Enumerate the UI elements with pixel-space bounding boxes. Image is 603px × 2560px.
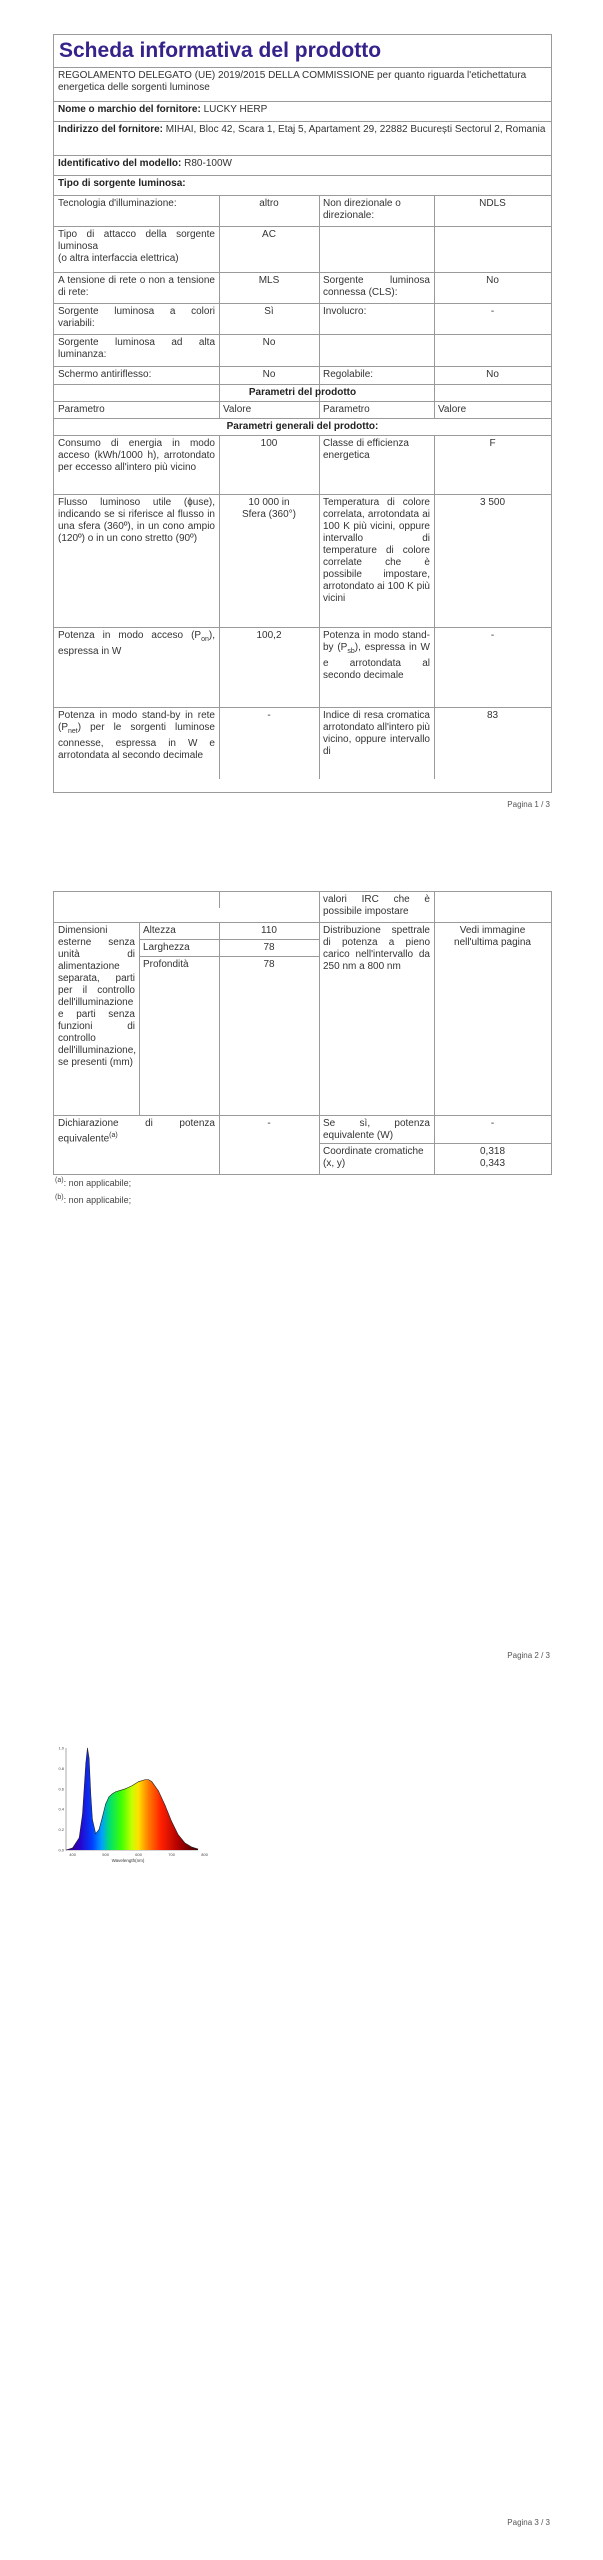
spectrum-point (132, 1785, 133, 1786)
page-number: Pagina 1 / 3 (507, 800, 550, 809)
equivalent-power-label: Dichiarazione di potenza equivalente$^{(a)}$ (58, 1118, 215, 1145)
footnote-a: $^{(a)}$: non applicabile; (55, 1177, 132, 1188)
mains-label: A tensione di rete o non a tensione di rete: (58, 275, 215, 298)
params-header: Parametri del prodotto (248, 387, 357, 398)
page-2 (0, 815, 603, 1685)
spectrum-point (72, 1848, 73, 1849)
page-title: Scheda informativa del prodotto (54, 35, 551, 68)
spectrum-point (82, 1814, 83, 1815)
spectrum-point (152, 1781, 153, 1782)
model-row (54, 156, 551, 176)
y-tick-label: 0.2 (58, 1827, 64, 1833)
cri-value: 83 (486, 710, 499, 721)
address-label: Indirizzo del fornitore: (58, 124, 163, 135)
high-luminance-label: Sorgente luminosa ad alta luminanza: (58, 337, 215, 360)
mains-value: MLS (258, 275, 280, 286)
envelope-label: Involucro: (323, 306, 367, 317)
x-tick-label: 700 (168, 1852, 175, 1857)
dim-depth-value: 78 (263, 959, 275, 970)
x-tick-label: 800 (201, 1852, 208, 1857)
y-tick-label: 1.0 (58, 1745, 64, 1751)
cap-type-value: AC (262, 229, 276, 240)
chromaticity-label: Coordinate cromatiche (x, y) (323, 1146, 424, 1169)
envelope-value: - (490, 306, 495, 317)
directional-label: Non direzionale o direzionale: (323, 198, 401, 221)
dimmable-label: Regolabile: (323, 369, 374, 380)
cls-label: Sorgente luminosa connessa (CLS): (323, 275, 430, 298)
cri-label-continued: valori IRC che è possibile impostare (323, 894, 430, 917)
supplier-row (54, 102, 551, 122)
parameters-grid (54, 196, 551, 779)
cri-label: Indice di resa cromatica arrotondato all'intero più vicino, oppure intervallo di (323, 710, 430, 757)
general-header: Parametri generali del prodotto: (54, 419, 551, 435)
standby-power-label: Potenza in modo stand-by $(P_{sb})$, espressa in W e arrotondata al secondo decimale (323, 630, 430, 681)
yes-equivalent-power-label: Se sì, potenza equivalente (W) (323, 1118, 430, 1141)
x-tick-label: 500 (102, 1852, 109, 1857)
source-type-label: Tipo di sorgente luminosa: (58, 178, 186, 189)
spectrum-point (99, 1829, 100, 1830)
on-mode-power-label: Potenza in modo acceso $(P_{on})$, espressa in W (58, 630, 215, 657)
lighting-technology-label: Tecnologia d'illuminazione: (58, 198, 177, 209)
spectral-distribution-chart (50, 1740, 208, 1865)
spectrum-point (125, 1789, 126, 1790)
high-luminance-value: No (262, 337, 276, 348)
address-value: MIHAI, Bloc 42, Scara 1, Etaj 5, Apartament 29, 22882 București Sectorul 2, Romania (165, 124, 546, 135)
page-1 (0, 0, 603, 815)
y-tick-label: 0.4 (58, 1806, 64, 1812)
spectrum-point (178, 1834, 179, 1835)
dim-height-value: 110 (261, 925, 277, 936)
cls-value: No (486, 275, 499, 286)
efficiency-class-value: F (489, 438, 496, 449)
cap-type-note: (o altra interfaccia elettrica) (58, 253, 179, 264)
energy-consumption-label: Consumo di energia in modo acceso (kWh/1000 h), arrotondato per eccesso all'intero più vicino (58, 438, 215, 473)
efficiency-class-label: Classe di efficienza energetica (323, 438, 409, 461)
chromaticity-value (434, 1144, 551, 1172)
color-tunable-value: Sì (264, 306, 274, 317)
supplier-value: LUCKY HERP (203, 104, 268, 115)
footnote-b: $^{(b)}$: non applicabile; (55, 1194, 132, 1205)
spectrum-point (89, 1758, 90, 1759)
yes-equivalent-power-value: - (490, 1118, 495, 1129)
spectrum-point (198, 1849, 199, 1850)
cap-type-text: Tipo di attacco della sorgente luminosa (58, 229, 215, 252)
y-tick-label: 0.6 (58, 1786, 64, 1792)
x-tick-label: 400 (69, 1852, 76, 1857)
spectrum-point (102, 1817, 103, 1818)
dim-width-value: 78 (263, 942, 275, 953)
spectrum-point (148, 1779, 149, 1780)
spectrum-point (158, 1791, 159, 1792)
on-mode-power-value: 100,2 (256, 630, 282, 641)
y-tick-label: 0.8 (58, 1765, 64, 1771)
product-sheet (53, 34, 552, 793)
luminous-flux-cone: Sfera (360°) (241, 509, 297, 520)
x-tick-label: 600 (135, 1852, 142, 1857)
y-tick-label: 0.0 (58, 1847, 64, 1853)
dimensions-label: Dimensioni esterne senza unità di alimentazione separata, parti per il controllo dell'illuminazione e parti senza funzioni di controllo dell'illuminazione, se presenti (mm) (58, 925, 137, 1068)
spectrum-point (165, 1805, 166, 1806)
spectrum-point (86, 1763, 87, 1764)
color-tunable-label: Sorgente luminosa a colori variabili: (58, 306, 215, 329)
networked-standby-value: - (267, 710, 271, 721)
col-header-value-2: Valore (438, 404, 467, 415)
spectrum-point (109, 1797, 110, 1798)
spectrum-point (105, 1804, 106, 1805)
anti-glare-label: Schermo antiriflesso: (58, 369, 152, 380)
spd-label: Distribuzione spettrale di potenza a pieno carico nell'intervallo da 250 nm a 800 nm (323, 925, 430, 972)
regulation-row (54, 68, 551, 102)
spectrum-point (90, 1794, 91, 1795)
spd-value: Vedi immagine nell'ultima pagina (454, 925, 531, 948)
page-number: Pagina 2 / 3 (507, 1651, 550, 1660)
luminous-flux-amount: 10 000 in (248, 497, 290, 508)
chromaticity-x: 0,318 (479, 1146, 506, 1157)
model-value: R80-100W (184, 158, 232, 169)
cct-label: Temperatura di colore correlata, arrotondata ai 100 K più vicini, oppure intervallo di temperature di colore correlate che è possibile impostare, arrotondato ai 100 K più vicini (323, 497, 430, 604)
page-number: Pagina 3 / 3 (507, 2518, 550, 2527)
dim-width-label: Larghezza (143, 942, 190, 953)
y-ticks (58, 1746, 64, 1853)
spectrum-point (171, 1821, 172, 1822)
spectrum-point (119, 1791, 120, 1792)
chromaticity-y: 0,343 (479, 1158, 506, 1169)
dim-height-label: Altezza (143, 925, 176, 936)
address-row (54, 122, 551, 156)
x-ticks (69, 1852, 208, 1857)
lighting-technology-value: altro (259, 198, 279, 209)
col-header-value-1: Valore (223, 404, 252, 415)
col-header-parameter-2: Parametro (323, 404, 370, 415)
equivalent-power-value: - (267, 1118, 271, 1129)
spectrum-point (66, 1850, 67, 1851)
anti-glare-value: No (262, 369, 276, 380)
model-label: Identificativo del modello: (58, 158, 182, 169)
spectrum-point (138, 1781, 139, 1782)
x-axis-label: Wavelength(nm) (111, 1858, 145, 1863)
spectrum-point (145, 1779, 146, 1780)
spectrum-point (191, 1847, 192, 1848)
cct-value: 3 500 (479, 497, 506, 508)
spectrum-point (79, 1837, 80, 1838)
cap-type-label (54, 227, 219, 267)
product-sheet-continued (53, 891, 552, 1175)
spectrum-point (115, 1792, 116, 1793)
spectrum-point (87, 1748, 88, 1749)
energy-consumption-value: 100 (260, 438, 278, 449)
dimmable-value: No (486, 369, 499, 380)
spectrum-point (112, 1794, 113, 1795)
page-3 (0, 1685, 603, 2560)
dim-depth-label: Profondità (143, 959, 189, 970)
networked-standby-label: Potenza in modo stand-by in rete $(P_{net})$ per le sorgenti luminose connesse, espressa in W e arrotondata al secondo decimale (58, 710, 215, 761)
regulation-text: REGOLAMENTO DELEGATO (UE) 2019/2015 DELLA COMMISSIONE per quanto riguarda l'etichettatura energetica delle sorgenti luminose (58, 70, 527, 93)
supplier-label: Nome o marchio del fornitore: (58, 104, 201, 115)
spectrum-point (92, 1819, 93, 1820)
directional-value: NDLS (479, 198, 506, 209)
source-type-row (54, 176, 551, 196)
standby-power-value: - (490, 630, 495, 641)
col-header-parameter-1: Parametro (58, 404, 105, 415)
spectrum-point (95, 1833, 96, 1834)
luminous-flux-label: Flusso luminoso utile (ɸuse), indicando se si riferisce al flusso in una sfera (360º), in un cono ampio (120º) o in un cono stretto (90º) (58, 497, 215, 544)
continued-grid (54, 892, 551, 1174)
spectrum-point (185, 1843, 186, 1844)
luminous-flux-value (219, 495, 319, 523)
